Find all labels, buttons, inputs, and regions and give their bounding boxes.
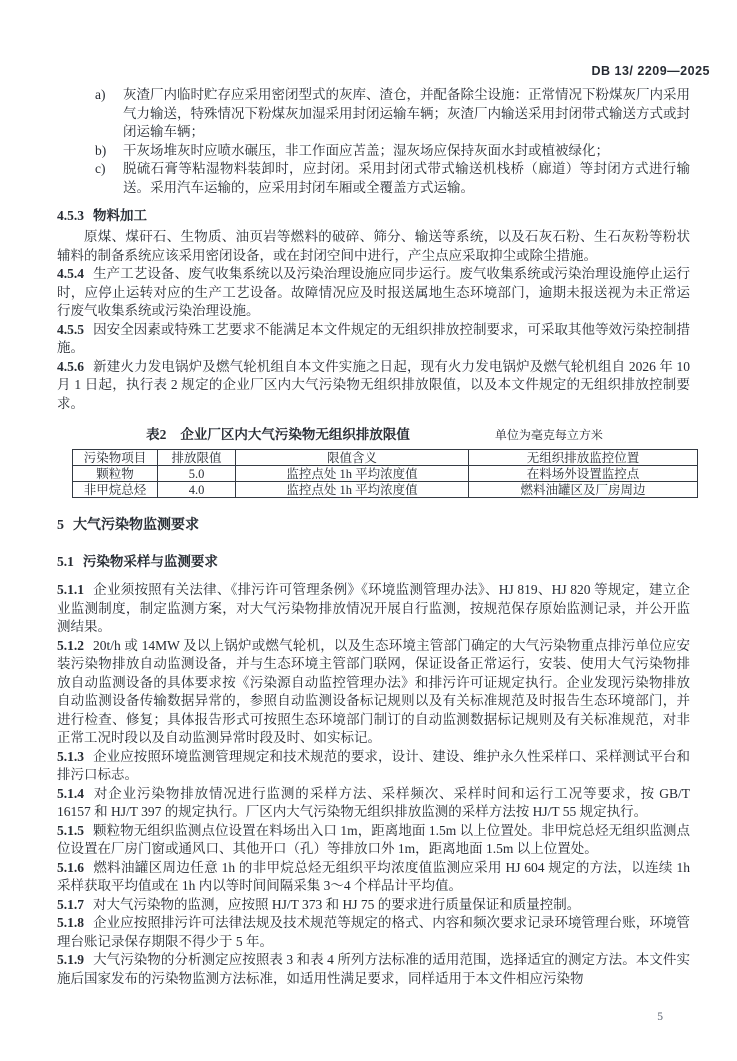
paragraph-number: 5.1.1 — [57, 582, 84, 597]
paragraph-number: 4.5.6 — [57, 358, 84, 374]
table-label: 表2 — [146, 427, 167, 442]
section-5-1-body — [57, 581, 690, 988]
table-row — [73, 466, 698, 482]
paragraph-5-1-1 — [57, 581, 690, 637]
paragraph-text: 企业须按照有关法律、《排污许可管理条例》《环境监测管理办法》、HJ 819、HJ 820 等规定，建立企业监测制度，制定监测方案，对大气污染物排放情况开展自行监测，按规范保存原始监测记录，并公开监测结果。 — [57, 582, 690, 634]
table-unit-note: 单位为毫克每立方米 — [494, 428, 603, 442]
paragraph-text: 20t/h 或 14MW 及以上锅炉或燃气轮机，以及生态环境主管部门确定的大气污染物重点排污单位应安装污染物排放自动监测设备，并与生态环境主管部门联网，保证设备正常运行，安装、使用大气污染物排放自动监测设备的具体要求按《污染源自动监控管理办法》和排污许可证规定执行。企业发现污染物排放自动监测设备传输数据异常的，参照自动监测设备标记规则以及有关标准规范及时报告生态环境部门，并进行检查、修复；具体报告形式可按照生态环境部门制订的自动监测数据标记规则及有关标准规范，对非正常工况时段以及自动监测异常时段及时、如实标记。 — [57, 637, 690, 745]
table-header-row — [73, 450, 698, 466]
table-cell: 在料场外设置监控点 — [469, 466, 698, 482]
paragraph-number: 4.5.5 — [57, 321, 84, 337]
paragraph-number: 5.1.5 — [57, 822, 84, 838]
paragraph-number: 5.1.6 — [57, 859, 84, 875]
paragraph-text: 对大气污染物的监测，应按照 HJ/T 373 和 HJ 75 的要求进行质量保证和质量控制。 — [93, 896, 581, 912]
paragraph-4-5-6 — [57, 358, 690, 414]
list-marker: c) — [95, 161, 106, 176]
table-header-cell: 排放限值 — [158, 450, 236, 466]
table-cell: 监控点处 1h 平均浓度值 — [236, 482, 469, 498]
paragraph-4-5-3-body: 原煤、煤矸石、生物质、油页岩等燃料的破碎、筛分、输送等系统，以及石灰石粉、生石灰粉等粉状辅料的制备系统应该采用密闭设备，或在封闭空间中进行，产尘点应采取抑尘或除尘措施。 — [57, 229, 690, 263]
paragraph-5-1-8 — [57, 914, 690, 951]
table-cell: 燃料油罐区及厂房周边 — [469, 482, 698, 498]
paragraph-text: 燃料油罐区周边任意 1h 的非甲烷总烃无组织平均浓度值监测应采用 HJ 604 规定的方法，以连续 1h 采样获取平均值或在 1h 内以等时间间隔采集 3～4 个样品计平均值。 — [57, 859, 690, 893]
table-2 — [72, 449, 698, 498]
paragraph-number: 5.1.4 — [57, 785, 84, 801]
doc-number: DB 13/ 2209—2025 — [591, 64, 710, 78]
heading-number: 5.1 — [57, 554, 74, 569]
table-cell: 颗粒物 — [73, 466, 158, 482]
paragraph-text: 大气污染物的分析测定应按照表 3 和表 4 所列方法标准的适用范围，选择适宜的测定方法。本文件实施后国家发布的污染物监测方法标准，如适用性满足要求，同样适用于本文件相应污染物 — [57, 952, 690, 986]
paragraph-number: 5.1.2 — [57, 637, 84, 653]
paragraph-4-5-5 — [57, 321, 690, 358]
heading-title: 污染物采样与监测要求 — [82, 554, 218, 569]
heading-number: 4.5.3 — [57, 208, 84, 223]
table-header-cell: 限值含义 — [236, 450, 469, 466]
list-item-a — [95, 86, 690, 142]
paragraph-text: 企业应按照排污许可法律法规及技术规范等规定的格式、内容和频次要求记录环境管理台账，环境管理台账记录保存期限不得少于 5 年。 — [57, 915, 690, 949]
table-cell: 4.0 — [158, 482, 236, 498]
paragraph-text: 企业应按照环境监测管理规定和技术规范的要求，设计、建设、维护永久性采样口、采样测试平台和排污口标志。 — [57, 748, 690, 782]
heading-title: 物料加工 — [93, 208, 147, 223]
paragraph-5-1-4 — [57, 785, 690, 822]
list-item-b — [95, 142, 690, 161]
list-item-text: 干灰场堆灰时应喷水碾压，非工作面应苫盖；湿灰场应保持灰面水封或植被绿化； — [123, 142, 609, 158]
table-cell: 非甲烷总烃 — [73, 482, 158, 498]
table-row — [73, 482, 698, 498]
paragraph-5-1-6 — [57, 859, 690, 896]
paragraph-text: 生产工艺设备、废气收集系统以及污染治理设施应同步运行。废气收集系统或污染治理设施停止运行时，应停止运转对应的生产工艺设备。故障情况应及时报送属地生态环境部门，逾期未报送视为未正常运行废气收集系统或污染治理设施。 — [57, 266, 690, 318]
paragraph-number: 4.5.4 — [57, 266, 84, 281]
list-item-text: 灰渣厂内临时贮存应采用密闭型式的灰库、渣仓，并配备除尘设施：正常情况下粉煤灰厂内采用气力输送，特殊情况下粉煤灰加湿采用封闭运输车辆；灰渣厂内输送采用封闭带式输送方式或封闭运输车辆； — [123, 87, 690, 139]
list-marker: a) — [95, 87, 106, 102]
list-abc — [95, 86, 690, 197]
heading-5-1 — [57, 552, 690, 571]
table-title: 企业厂区内大气污染物无组织排放限值 — [180, 427, 410, 442]
heading-title: 大气污染物监测要求 — [73, 518, 199, 533]
paragraph-5-1-5 — [57, 822, 690, 859]
paragraph-number: 5.1.3 — [57, 748, 84, 764]
paragraph-text: 对企业污染物排放情况进行监测的采样方法、采样频次、采样时间和运行工况等要求，按 GB/T 16157 和 HJ/T 397 的规定执行。厂区内大气污染物无组织排放监测的采样方法按 HJ/T 55 规定执行。 — [57, 785, 690, 819]
list-marker: b) — [95, 142, 107, 158]
paragraph-5-1-3 — [57, 748, 690, 785]
page-content — [57, 64, 710, 988]
paragraph-5-1-2 — [57, 637, 690, 748]
paragraph-number: 5.1.8 — [57, 915, 84, 930]
table-cell: 5.0 — [158, 466, 236, 482]
page-number: 5 — [657, 1011, 663, 1023]
paragraph-number: 5.1.7 — [57, 896, 84, 912]
list-item-c — [95, 160, 690, 197]
list-item-text: 脱硫石膏等粘湿物料装卸时，应封闭。采用封闭式带式输送机栈桥（廊道）等封闭方式进行输送。采用汽车运输的，应采用封闭车厢或全覆盖方式运输。 — [123, 161, 690, 195]
table-cell: 监控点处 1h 平均浓度值 — [236, 466, 469, 482]
paragraph-5-1-9 — [57, 951, 690, 988]
paragraph-5-1-7 — [57, 896, 690, 915]
table-2-caption — [72, 426, 677, 444]
paragraph-text: 颗粒物无组织监测点位设置在料场出入口 1m，距离地面 1.5m 以上位置处。非甲烷总烃无组织监测点位设置在厂房门窗或通风口、其他开口（孔）等排放口外 1m，距离地面 1.5m 以上位置处。 — [57, 822, 690, 856]
table-header-cell: 污染物项目 — [73, 450, 158, 466]
paragraph-text: 新建火力发电锅炉及燃气轮机组自本文件实施之日起，现有火力发电锅炉及燃气轮机组自 2026 年 10 月 1 日起，执行表 2 规定的企业厂区内大气污染物无组织排放限值，以及本文件规定的无组织排放控制要求。 — [57, 358, 690, 411]
heading-number: 5 — [57, 518, 64, 533]
table-header-cell: 无组织排放监控位置 — [469, 450, 698, 466]
paragraph-text: 因安全因素或特殊工艺要求不能满足本文件规定的无组织排放控制要求，可采取其他等效污染控制措施。 — [57, 321, 690, 355]
heading-5 — [57, 516, 690, 536]
heading-4-5-3 — [57, 206, 690, 225]
paragraph-number: 5.1.9 — [57, 952, 84, 967]
paragraph-4-5-4 — [57, 265, 690, 321]
